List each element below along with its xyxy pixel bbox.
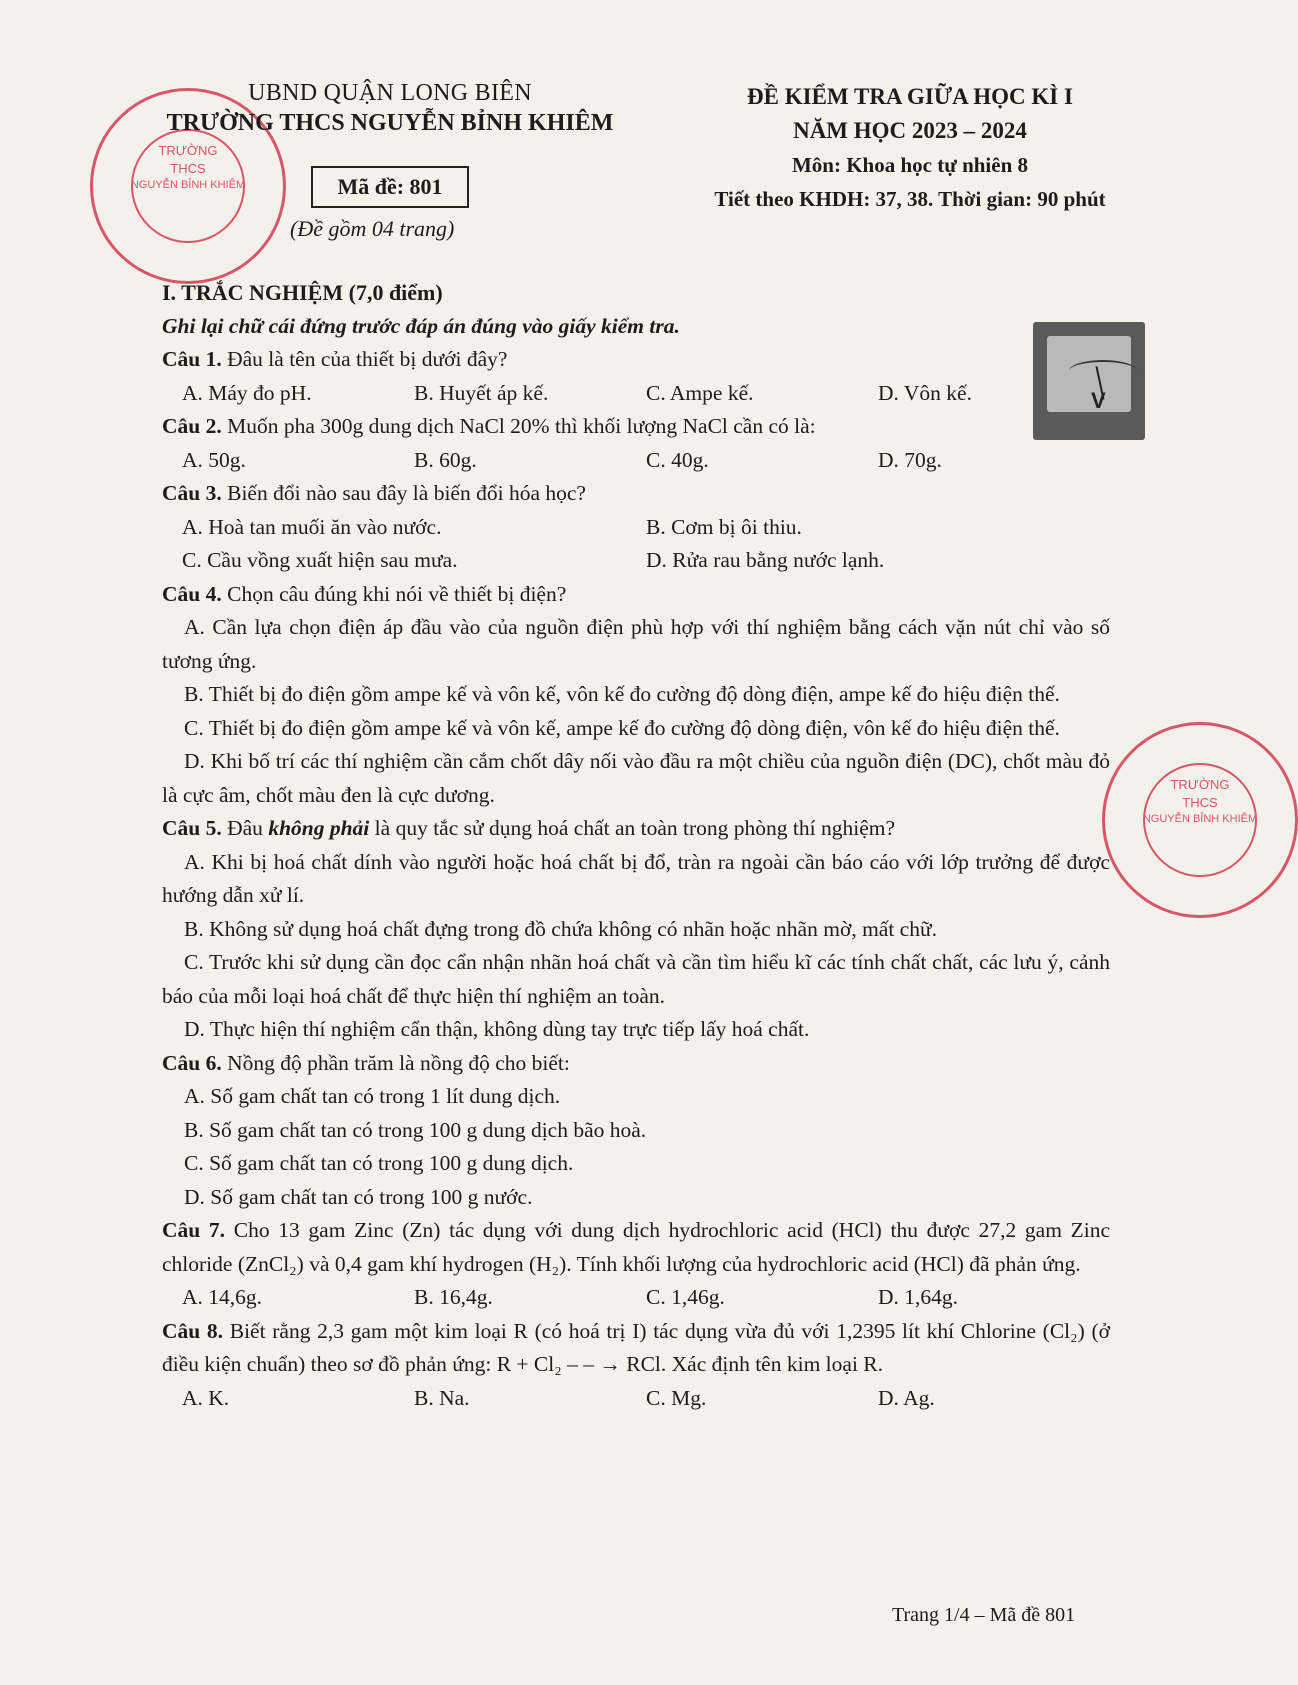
page-footer: Trang 1/4 – Mã đề 801 <box>892 1604 1076 1626</box>
option-a: A. 50g. <box>182 447 246 472</box>
option-d: D. Ag. <box>878 1385 935 1410</box>
question-8 <box>162 1315 1110 1382</box>
option-c: C. Ampe kế. <box>646 380 754 405</box>
question-6 <box>162 1047 1110 1081</box>
stamp-line-2: THCS <box>1182 795 1218 810</box>
header-left <box>140 78 640 138</box>
exam-content <box>162 276 1110 1415</box>
question-label: Câu 4. <box>162 581 222 606</box>
schedule: Tiết theo KHDH: 37, 38. Thời gian: 90 phút <box>714 187 1106 211</box>
question-text-rest: là quy tắc sử dụng hoá chất an toàn trong phòng thí nghiệm? <box>369 816 896 840</box>
option-b: B. Không sử dụng hoá chất đựng trong đồ chứa không có nhãn hoặc nhãn mờ, mất chữ. <box>184 916 938 941</box>
options-2 <box>162 444 1110 478</box>
stamp-line-3: NGUYỄN BỈNH KHIÊM <box>1142 813 1258 825</box>
school-name: TRƯỜNG THCS NGUYỄN BỈNH KHIÊM <box>166 110 614 136</box>
option-d: D. Vôn kế. <box>878 380 972 405</box>
header-right <box>650 80 1170 216</box>
question-text: Biết rằng 2,3 gam một kim loại R (có hoá trị I) tác dụng vừa đủ với 1,2395 lít khí Chlorine (Cl₂) (ở điều kiện chuẩn) theo sơ đồ phản ứng: R + Cl₂ – – → RCl. Xác định tên kim loại R. <box>162 1318 1111 1376</box>
question-label: Câu 8. <box>162 1318 224 1343</box>
question-label: Câu 7. <box>162 1218 226 1242</box>
meter-label: V <box>1091 388 1106 413</box>
option-c: C. 40g. <box>646 447 709 472</box>
question-text: Nồng độ phần trăm là nồng độ cho biết: <box>227 1050 570 1075</box>
option-b: B. Huyết áp kế. <box>414 380 549 405</box>
stamp-line-3: NGUYỄN BỈNH KHIÊM <box>130 179 246 191</box>
subject: Môn: Khoa học tự nhiên 8 <box>791 153 1029 177</box>
question-label: Câu 6. <box>162 1050 222 1075</box>
option-c: C. Thiết bị đo điện gồm ampe kế và vôn kế, ampe kế đo cường độ dòng điện, vôn kế đo hiệu điện thế. <box>184 715 1060 740</box>
question-text: Biến đổi nào sau đây là biến đổi hóa học? <box>227 481 586 505</box>
option-a: A. K. <box>182 1385 230 1410</box>
exam-code: Mã đề: 801 <box>311 166 469 208</box>
options-3-row-1 <box>162 511 1110 545</box>
question-emphasis: không phải <box>268 816 370 840</box>
option-d: D. Khi bố trí các thí nghiệm cần cắm chốt dây nối vào đầu ra một chiều của nguồn điện (DC), chốt màu đỏ là cực âm, chốt màu đen là cực dương. <box>162 749 1110 807</box>
stamp-line-2: THCS <box>170 161 206 176</box>
option-b: B. Cơm bị ôi thiu. <box>646 514 802 539</box>
question-text: Đâu <box>227 816 269 840</box>
options-8 <box>162 1382 1110 1416</box>
option-a: A. Khi bị hoá chất dính vào người hoặc hoá chất bị đổ, tràn ra ngoài cần báo cáo với lớp trưởng để được hướng dẫn xử lí. <box>162 849 1110 907</box>
question-text: Muốn pha 300g dung dịch NaCl 20% thì khối lượng NaCl cần có là: <box>227 414 816 438</box>
question-2 <box>162 410 1110 444</box>
section-instruction: Ghi lại chữ cái đứng trước đáp án đúng vào giấy kiểm tra. <box>162 313 680 338</box>
stamp-line-1: TRƯỜNG <box>1170 777 1230 792</box>
options-1 <box>162 377 1110 411</box>
options-7 <box>162 1281 1110 1315</box>
question-label: Câu 3. <box>162 481 222 505</box>
option-d: D. Rửa rau bằng nước lạnh. <box>646 548 885 572</box>
district-name: UBND QUẬN LONG BIÊN <box>248 80 532 106</box>
question-3 <box>162 477 1110 511</box>
section-title: I. TRẮC NGHIỆM (7,0 điểm) <box>162 280 443 305</box>
stamp-line-1: TRƯỜNG <box>158 143 218 158</box>
option-a: A. Cần lựa chọn điện áp đầu vào của nguồn điện phù hợp với thí nghiệm bằng cách vặn nút chỉ vào số tương ứng. <box>162 615 1110 673</box>
option-b: B. Na. <box>414 1385 470 1410</box>
school-year: NĂM HỌC 2023 – 2024 <box>793 118 1027 143</box>
question-text: Chọn câu đúng khi nói về thiết bị điện? <box>227 581 567 606</box>
question-label: Câu 1. <box>162 347 222 371</box>
option-a: A. Số gam chất tan có trong 1 lít dung dịch. <box>184 1084 561 1108</box>
option-b: B. Thiết bị đo điện gồm ampe kế và vôn kế, vôn kế đo cường độ dòng điện, ampe kế đo hiệu điện thế. <box>184 682 1060 706</box>
option-a: A. Máy đo pH. <box>182 380 312 405</box>
option-b: B. Số gam chất tan có trong 100 g dung dịch bão hoà. <box>184 1117 647 1142</box>
option-c: C. Cầu vồng xuất hiện sau mưa. <box>182 548 458 572</box>
pages-note: (Đề gồm 04 trang) <box>290 216 455 241</box>
question-label: Câu 2. <box>162 414 222 438</box>
option-c: C. Trước khi sử dụng cần đọc cẩn nhận nhãn hoá chất và cần tìm hiểu kĩ các tính chất chất, các lưu ý, cảnh báo của mỗi loại hoá chất để thực hiện thí nghiệm an toàn. <box>162 950 1110 1008</box>
option-d: D. 1,64g. <box>878 1285 959 1309</box>
question-text: Đâu là tên của thiết bị dưới đây? <box>227 347 508 371</box>
option-a: A. Hoà tan muối ăn vào nước. <box>182 514 442 539</box>
exam-title: ĐỀ KIỂM TRA GIỮA HỌC KÌ I <box>747 84 1073 109</box>
question-label: Câu 5. <box>162 816 222 840</box>
question-7 <box>162 1214 1110 1281</box>
question-4 <box>162 578 1110 612</box>
question-5 <box>162 812 1110 846</box>
option-d: D. Thực hiện thí nghiệm cẩn thận, không dùng tay trực tiếp lấy hoá chất. <box>184 1017 810 1041</box>
option-b: B. 60g. <box>414 447 477 472</box>
option-c: C. Mg. <box>646 1385 707 1410</box>
question-1 <box>162 343 1110 377</box>
options-3-row-2 <box>162 544 1110 578</box>
option-a: A. 14,6g. <box>182 1285 263 1309</box>
option-d: D. 70g. <box>878 447 942 472</box>
school-stamp-margin <box>1102 722 1298 918</box>
option-d: D. Số gam chất tan có trong 100 g nước. <box>184 1184 533 1209</box>
question-text: Cho 13 gam Zinc (Zn) tác dụng với dung dịch hydrochloric acid (HCl) thu được 27,2 gam Zinc chloride (ZnCl₂) và 0,4 gam khí hydrogen (H₂). Tính khối lượng của hydrochloric acid (HCl) đã phản ứng. <box>162 1218 1111 1276</box>
option-b: B. 16,4g. <box>414 1285 493 1309</box>
option-c: C. Số gam chất tan có trong 100 g dung dịch. <box>184 1151 574 1175</box>
option-c: C. 1,46g. <box>646 1285 725 1309</box>
